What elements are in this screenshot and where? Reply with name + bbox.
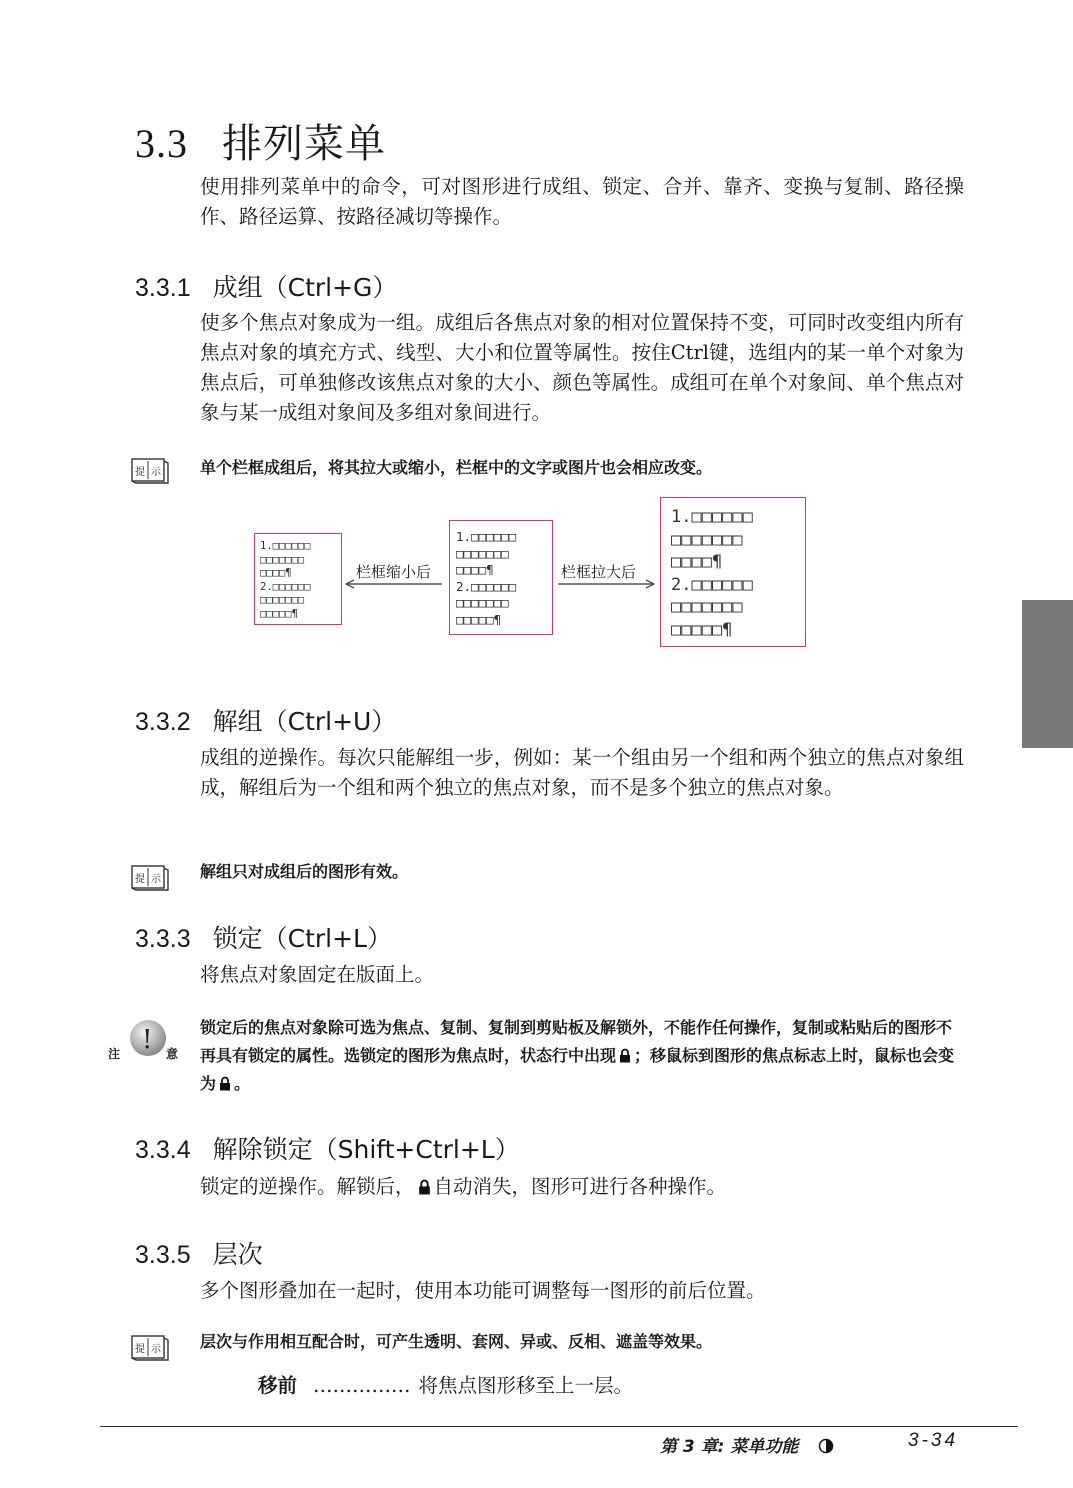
tip-layers: 层次与作用相互配合时，可产生透明、套网、异或、反相、遮盖等效果。 xyxy=(200,1332,713,1351)
figure-box-large: 1.□□□□□□ □□□□□□□ □□□□¶ 2.□□□□□□ □□□□□□□ □□□□□¶ xyxy=(660,497,806,647)
svg-text:!: ! xyxy=(142,1025,153,1055)
tip-ungroup: 解组只对成组后的图形有效。 xyxy=(200,862,409,881)
lock-icon xyxy=(418,1179,431,1195)
footer-rule xyxy=(100,1426,1018,1427)
tip-icon xyxy=(130,862,170,892)
paragraph-lock: 将焦点对象固定在版面上。 xyxy=(200,963,435,986)
tip-icon xyxy=(130,1332,170,1362)
chapter-side-tab xyxy=(1022,600,1073,748)
heading-3-3-4: 3.3.4 解除锁定（Shift+Ctrl+L） xyxy=(135,1135,520,1164)
menu-item-bring-forward: 移前 …………… 将焦点图形移至上一层。 xyxy=(258,1374,634,1397)
heading-3-3-5: 3.3.5 层次 xyxy=(135,1240,263,1269)
lock-icon xyxy=(219,1076,231,1091)
warning-lock: 锁定后的焦点对象除可选为焦点、复制、复制到剪贴板及解锁外，不能作任何操作，复制或粘贴后的图形不再具有锁定的属性。选锁定的图形为焦点时，状态行中出现 ；移鼠标到图形的焦点标志上时，鼠标也会变为 。 xyxy=(200,1018,955,1093)
paragraph-ungroup: 成组的逆操作。每次只能解组一步，例如：某一个组由另一个组和两个独立的焦点对象组成，解组后为一个组和两个独立的焦点对象，而不是多个独立的焦点对象。 xyxy=(200,746,964,799)
tip-icon xyxy=(130,455,170,485)
svg-text:提: 提 xyxy=(135,467,145,478)
lock-icon xyxy=(619,1048,631,1063)
page-number: 3-34 xyxy=(908,1430,959,1451)
heading-3-3-3: 3.3.3 锁定（Ctrl+L） xyxy=(135,924,392,953)
chapter-mark-icon xyxy=(818,1438,834,1454)
svg-text:示: 示 xyxy=(151,467,161,478)
arrow-right-icon xyxy=(556,578,656,590)
shrink-label: 栏框缩小后 xyxy=(356,563,432,581)
paragraph-unlock: 锁定的逆操作。解锁后， 自动消失，图形可进行各种操作。 xyxy=(200,1175,727,1198)
footer-chapter: 第 3 章: 菜单功能 xyxy=(660,1432,834,1457)
svg-text:示: 示 xyxy=(151,1344,161,1355)
heading-3-3-1: 3.3.1 成组（Ctrl+G） xyxy=(135,273,398,302)
svg-text:注: 注 xyxy=(108,1047,121,1061)
paragraph-layers: 多个图形叠加在一起时，使用本功能可调整每一图形的前后位置。 xyxy=(200,1279,766,1302)
section-title: 3.3 排列菜单 xyxy=(135,121,386,167)
svg-text:提: 提 xyxy=(135,874,145,885)
svg-text:意: 意 xyxy=(166,1047,179,1061)
section-intro: 使用排列菜单中的命令，可对图形进行成组、锁定、合并、靠齐、变换与复制、路径操作、路径运算、按路径减切等操作。 xyxy=(200,175,964,228)
svg-text:提: 提 xyxy=(135,1344,145,1355)
heading-3-3-2: 3.3.2 解组（Ctrl+U） xyxy=(135,707,397,736)
paragraph-group: 使多个焦点对象成为一组。成组后各焦点对象的相对位置保持不变，可同时改变组内所有焦点对象的填充方式、线型、大小和位置等属性。按住Ctrl键，选组内的某一单个对象为焦点后，可单独修改该焦点对象的大小、颜色等属性。成组可在单个对象间、单个焦点对象与某一成组对象间及多组对象间进行。 xyxy=(200,311,964,424)
arrow-left-icon xyxy=(344,578,444,590)
figure-box-small: 1.□□□□□□ □□□□□□□ □□□□¶ 2.□□□□□□ □□□□□□□ □□□□□¶ xyxy=(254,533,342,625)
svg-text:示: 示 xyxy=(151,874,161,885)
warning-icon xyxy=(108,1018,186,1064)
tip-group: 单个栏框成组后，将其拉大或缩小，栏框中的文字或图片也会相应改变。 xyxy=(200,458,713,477)
enlarge-label: 栏框拉大后 xyxy=(561,563,637,581)
figure-box-medium: 1.□□□□□□ □□□□□□□ □□□□¶ 2.□□□□□□ □□□□□□□ □□□□□¶ xyxy=(449,520,553,635)
